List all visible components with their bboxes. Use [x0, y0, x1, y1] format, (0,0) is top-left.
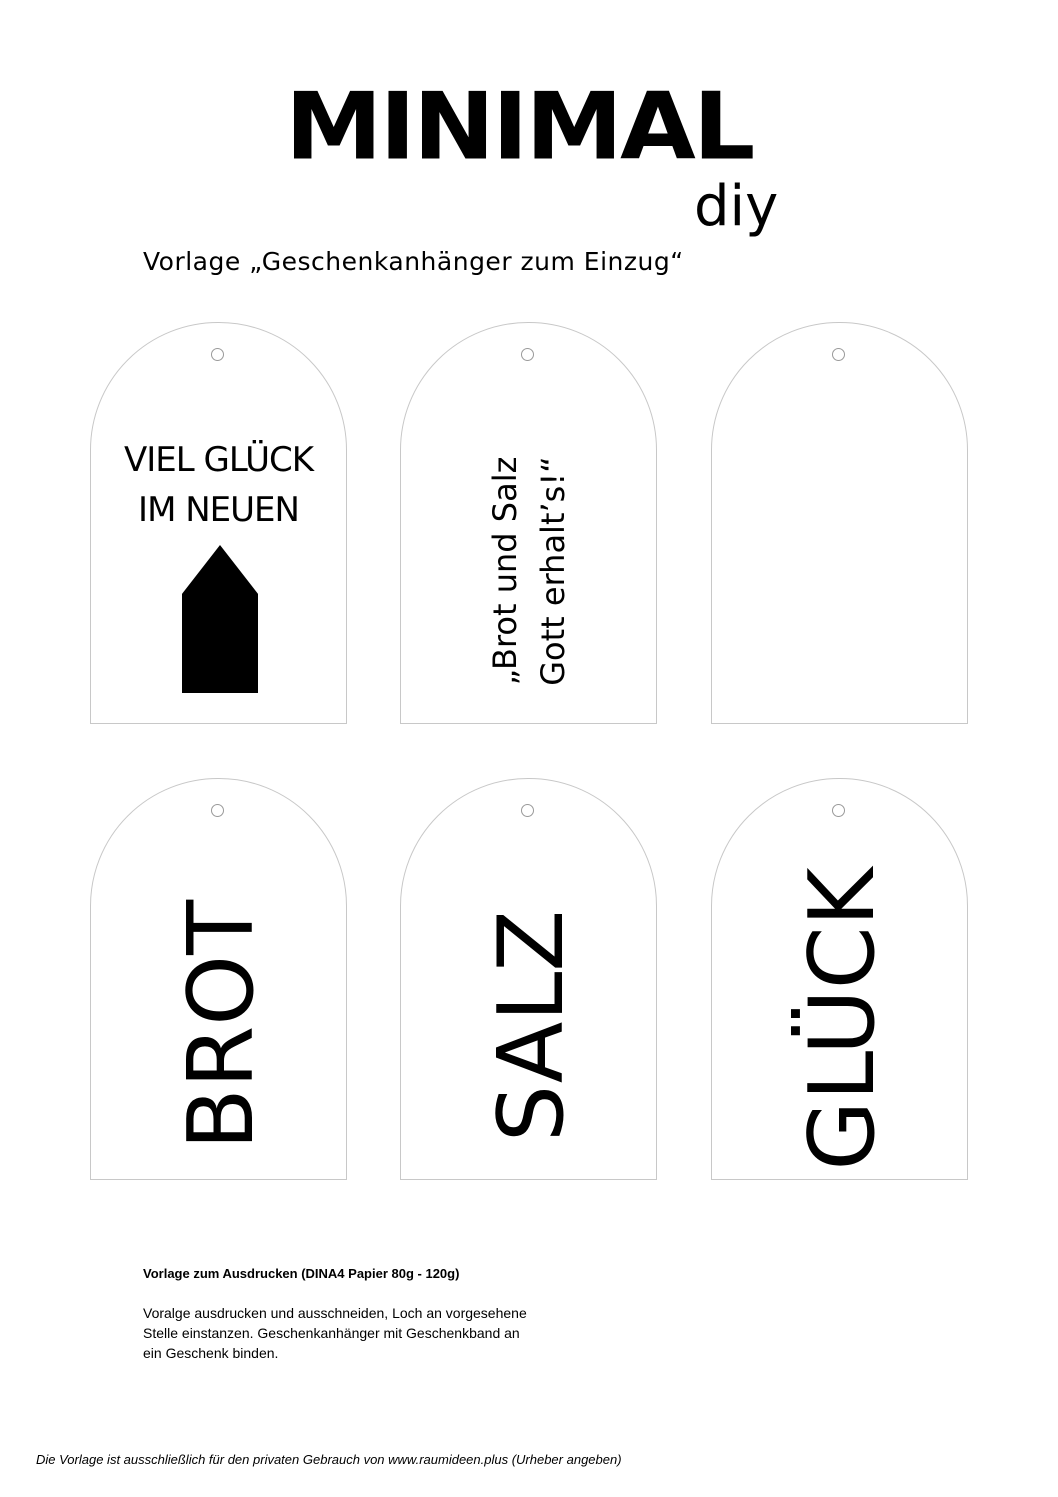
instructions-line-1: Voralge ausdrucken und ausschneiden, Loch an vorgesehene: [143, 1305, 527, 1321]
gift-tag-5: [400, 778, 657, 1180]
punch-hole: [832, 804, 845, 817]
tag-2-line2: Gott erhalt’s!“: [534, 456, 572, 686]
logo-subtitle: diy: [694, 174, 779, 239]
instructions-body: [143, 1303, 643, 1363]
tag-1-line1: VIEL GLÜCK: [123, 440, 314, 480]
punch-hole: [211, 804, 224, 817]
gift-tag-6: [711, 778, 968, 1180]
punch-hole: [832, 348, 845, 361]
tag-1-line2: IM NEUEN: [138, 490, 299, 530]
punch-hole: [521, 804, 534, 817]
instructions-line-3: ein Geschenk binden.: [143, 1345, 279, 1361]
house-icon: [182, 545, 258, 693]
usage-disclaimer: Die Vorlage ist ausschließlich für den privaten Gebrauch von www.raumideen.plus (Urheber angeben): [36, 1452, 622, 1467]
tag-5-word: SALZ: [479, 909, 584, 1143]
gift-tag-3: [711, 322, 968, 724]
instructions-heading: Vorlage zum Ausdrucken (DINA4 Papier 80g - 120g): [143, 1266, 460, 1281]
logo-title: MINIMAL: [285, 72, 753, 182]
gift-tag-1: [90, 322, 347, 724]
page-subtitle: Vorlage „Geschenkanhänger zum Einzug“: [143, 247, 684, 276]
tag-6-word: GLÜCK: [790, 867, 895, 1171]
tag-2-quote: [481, 456, 577, 686]
tag-2-line1: „Brot und Salz: [486, 456, 524, 686]
instructions-line-2: Stelle einstanzen. Geschenkanhänger mit Geschenkband an: [143, 1325, 520, 1341]
gift-tag-4: [90, 778, 347, 1180]
punch-hole: [211, 348, 224, 361]
punch-hole: [521, 348, 534, 361]
gift-tag-2: [400, 322, 657, 724]
tag-4-word: BROT: [169, 899, 274, 1151]
